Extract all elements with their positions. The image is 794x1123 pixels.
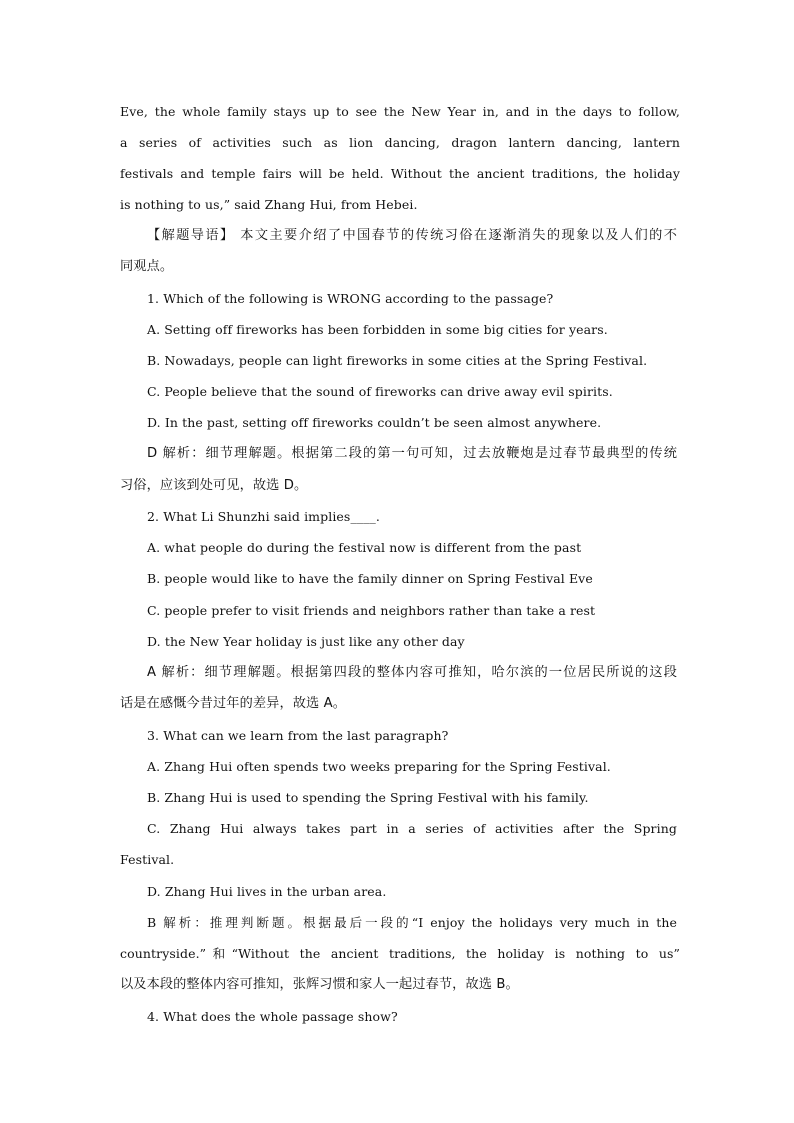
question-3-option-c-line-1: C. Zhang Hui always takes part in a series of activities after the Spring bbox=[147, 821, 677, 836]
question-2-option-d: D. the New Year holiday is just like any other day bbox=[147, 634, 465, 649]
question-3-answer-line-3: 以及本段的整体内容可推知，张辉习惯和家人一起过春节，故选 B。 bbox=[120, 977, 519, 992]
question-2-answer-line-1: A 解析：细节理解题。根据第四段的整体内容可推知，哈尔滨的一位居民所说的这段 bbox=[147, 665, 677, 680]
question-2-option-c: C. people prefer to visit friends and neighbors rather than take a rest bbox=[147, 603, 596, 618]
question-1-answer-line-2: 习俗，应该到处可见，故选 D。 bbox=[120, 478, 308, 493]
question-3-option-c-line-2: Festival. bbox=[120, 852, 175, 867]
passage-line-2: a series of activities such as lion dancing, dragon lantern dancing, lantern bbox=[120, 135, 680, 150]
question-2-answer-line-2: 话是在感慨今昔过年的差异，故选 A。 bbox=[120, 696, 347, 711]
passage-line-4: is nothing to us,” said Zhang Hui, from Hebei. bbox=[120, 197, 418, 212]
question-1-answer-line-1: D 解析：细节理解题。根据第二段的第一句可知，过去放鞭炮是过春节最典型的传统 bbox=[147, 446, 677, 461]
question-1: 1. Which of the following is WRONG according to the passage? bbox=[147, 291, 554, 306]
question-2: 2. What Li Shunzhi said implies____. bbox=[147, 509, 380, 524]
question-3-option-a: A. Zhang Hui often spends two weeks preparing for the Spring Festival. bbox=[147, 759, 611, 774]
question-1-option-c: C. People believe that the sound of fireworks can drive away evil spirits. bbox=[147, 384, 613, 399]
question-3-option-b: B. Zhang Hui is used to spending the Spring Festival with his family. bbox=[147, 790, 589, 805]
question-1-option-d: D. In the past, setting off fireworks couldn’t be seen almost anywhere. bbox=[147, 415, 602, 430]
question-1-option-b: B. Nowadays, people can light fireworks in some cities at the Spring Festival. bbox=[147, 353, 648, 368]
question-2-option-b: B. people would like to have the family dinner on Spring Festival Eve bbox=[147, 571, 593, 586]
question-4: 4. What does the whole passage show? bbox=[147, 1009, 398, 1024]
guide-heading-line-1: 【解题导语】 本文主要介绍了中国春节的传统习俗在逐渐消失的现象以及人们的不 bbox=[147, 228, 677, 243]
question-3-option-d: D. Zhang Hui lives in the urban area. bbox=[147, 884, 387, 899]
question-3-answer-line-1: B 解析：推理判断题。根据最后一段的“I enjoy the holidays very much in the bbox=[147, 915, 677, 930]
question-2-option-a: A. what people do during the festival now is different from the past bbox=[147, 540, 582, 555]
question-1-option-a: A. Setting off fireworks has been forbidden in some big cities for years. bbox=[147, 322, 608, 337]
question-3: 3. What can we learn from the last paragraph? bbox=[147, 728, 449, 743]
question-3-answer-line-2: countryside.”和“Without the ancient traditions, the holiday is nothing to us” bbox=[120, 946, 680, 961]
passage-line-1: Eve, the whole family stays up to see the New Year in, and in the days to follow, bbox=[120, 104, 680, 119]
guide-heading-line-2: 同观点。 bbox=[120, 259, 174, 274]
passage-line-3: festivals and temple fairs will be held. Without the ancient traditions, the holiday bbox=[120, 166, 680, 181]
